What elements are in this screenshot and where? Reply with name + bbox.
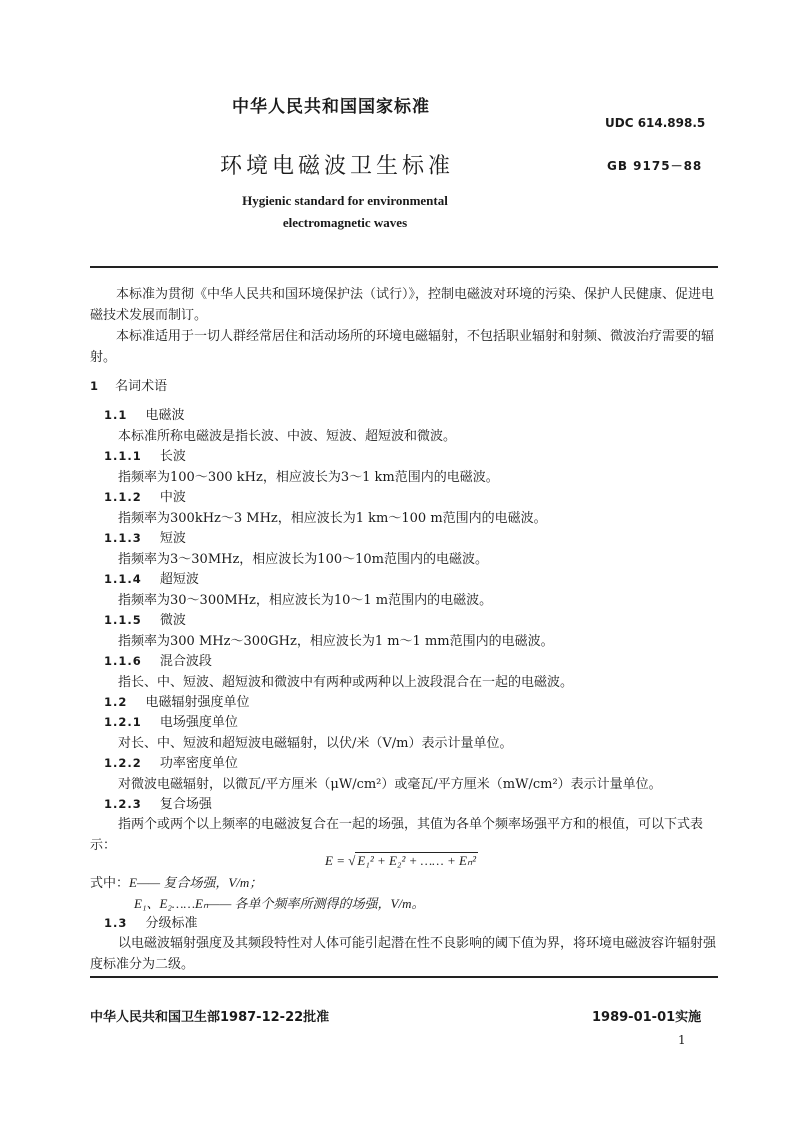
- item-title: 电磁辐射强度单位: [145, 695, 250, 710]
- intro-paragraph-2: 本标准适用于一切人群经常居住和活动场所的环境电磁辐射，不包括职业辐射和射频、微波治疗需要的辐射。: [90, 329, 715, 365]
- item-body: 指频率为300kHz～3 MHz，相应波长为1 km～100 m范围内的电磁波。: [118, 511, 547, 526]
- item-title: 电场强度单位: [159, 715, 238, 730]
- item-title: 中波: [159, 490, 186, 505]
- item-title: 长波: [159, 449, 186, 464]
- item-heading: [104, 651, 212, 672]
- item-number: 1.1.1: [104, 449, 142, 463]
- item-title: 混合波段: [159, 654, 212, 669]
- item-body: 指频率为300 MHz～300GHz，相应波长为1 m～1 mm范围内的电磁波。: [118, 634, 554, 649]
- item-heading: [104, 692, 250, 713]
- effective-date: 1989-01-01实施: [592, 1010, 702, 1025]
- section-1-heading: [90, 376, 167, 397]
- bottom-divider: [90, 976, 718, 978]
- item-title: 功率密度单位: [159, 756, 238, 771]
- udc-code: UDC 614.898.5: [605, 116, 706, 130]
- item-body: 指频率为3～30MHz，相应波长为100～10m范围内的电磁波。: [118, 552, 488, 567]
- where-label: 式中：: [90, 876, 130, 891]
- compound-field-formula: [325, 852, 478, 869]
- item-number: 1.1.5: [104, 613, 142, 627]
- item-number: 1.2.1: [104, 715, 142, 729]
- section-title: 名词术语: [115, 379, 168, 394]
- formula-where: [90, 872, 262, 894]
- item-heading: [104, 753, 238, 774]
- where-definition-2: E₁、E₂……Eₙ—— 各单个频率所测得的场强，V/m。: [134, 896, 425, 911]
- english-title: [200, 190, 490, 234]
- item-number: 1.2.3: [104, 797, 142, 811]
- grading-paragraph: 以电磁波辐射强度及其频段特性对人体可能引起潜在性不良影响的阈下值为界，将环境电磁波容许辐射强度标准分为二级。: [90, 936, 717, 972]
- item-heading: [104, 528, 186, 549]
- item-body: 对微波电磁辐射，以微瓦/平方厘米（μW/cm²）或毫瓦/平方厘米（mW/cm²）表示计量单位。: [118, 777, 662, 792]
- item-heading: [104, 794, 212, 815]
- item-heading: [104, 487, 186, 508]
- item-number: 1.3: [104, 916, 128, 930]
- item-heading: [104, 569, 199, 590]
- item-heading: [104, 712, 238, 733]
- document-title: 环境电磁波卫生标准: [220, 154, 455, 179]
- sqrt-symbol-icon: √: [348, 853, 356, 868]
- item-heading: [104, 913, 198, 934]
- item-body: 指长、中、短波、超短波和微波中有两种或两种以上波段混合在一起的电磁波。: [118, 675, 574, 690]
- item-heading: [104, 446, 186, 467]
- item-body: 对长、中、短波和超短波电磁辐射，以伏/米（V/m）表示计量单位。: [118, 736, 513, 751]
- item-heading: [104, 405, 185, 426]
- item-number: 1.2: [104, 695, 128, 709]
- item-title: 分级标准: [145, 916, 198, 931]
- item-title: 电磁波: [145, 408, 185, 423]
- section-number: 1: [90, 379, 100, 393]
- english-title-line-1: Hygienic standard for environmental: [242, 193, 448, 208]
- item-title: 微波: [159, 613, 186, 628]
- item-number: 1.2.2: [104, 756, 142, 770]
- where-definition-1: E—— 复合场强，V/m；: [129, 875, 263, 890]
- page-number: 1: [678, 1033, 686, 1047]
- issuing-authority: 中华人民共和国国家标准: [232, 97, 430, 117]
- formula-lhs: E =: [325, 853, 349, 868]
- item-number: 1.1.6: [104, 654, 142, 668]
- item-title: 短波: [159, 531, 186, 546]
- item-title: 超短波: [159, 572, 199, 587]
- item-body: 指频率为100～300 kHz，相应波长为3～1 km范围内的电磁波。: [118, 470, 499, 485]
- item-body: 指频率为30～300MHz，相应波长为10～1 m范围内的电磁波。: [118, 593, 493, 608]
- item-body: 本标准所称电磁波是指长波、中波、短波、超短波和微波。: [118, 429, 457, 444]
- item-title: 复合场强: [159, 797, 212, 812]
- approval-line: 中华人民共和国卫生部1987-12-22批准: [90, 1010, 330, 1025]
- item-number: 1.1.4: [104, 572, 142, 586]
- top-divider: [90, 266, 718, 268]
- intro-paragraph-1: 本标准为贯彻《中华人民共和国环境保护法（试行）》，控制电磁波对环境的污染、保护人民健康、促进电磁技术发展而制订。: [90, 287, 715, 323]
- english-title-line-2: electromagnetic waves: [282, 215, 408, 230]
- item-heading: [104, 610, 186, 631]
- item-number: 1.1: [104, 408, 128, 422]
- formula-radicand: E₁² + E₂² + …… + Eₙ²: [357, 853, 477, 868]
- gb-code: GB 9175－88: [607, 159, 703, 173]
- compound-field-paragraph: 指两个或两个以上频率的电磁波复合在一起的场强，其值为各单个频率场强平方和的根值，可以下式表示：: [90, 817, 704, 853]
- item-number: 1.1.2: [104, 490, 142, 504]
- item-number: 1.1.3: [104, 531, 142, 545]
